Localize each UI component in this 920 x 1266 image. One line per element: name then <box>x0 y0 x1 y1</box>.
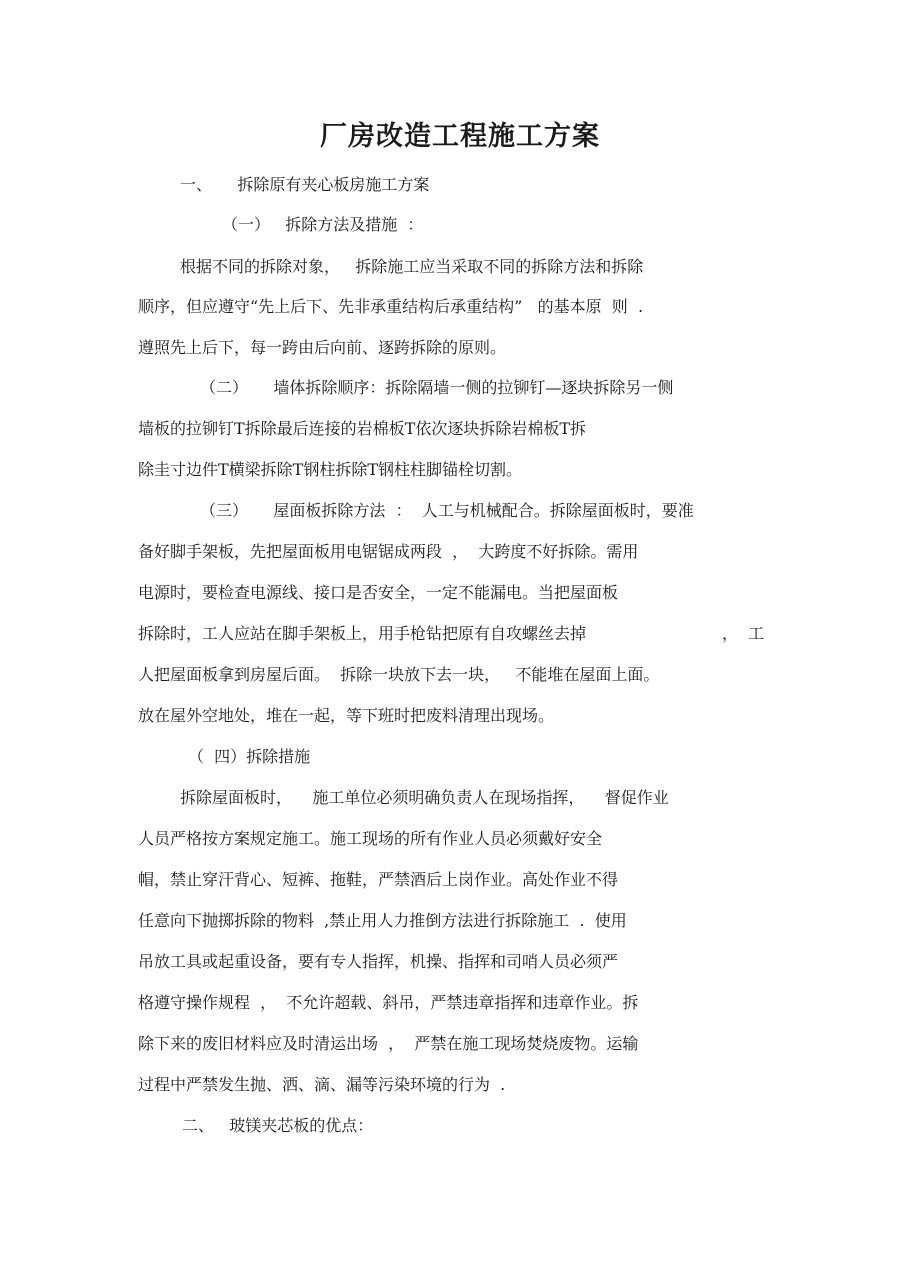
section-heading-2: 二、 玻镁夹芯板的优点： <box>182 1116 374 1135</box>
paragraph-line: 帽，禁止穿汗背心、短裤、拖鞋，严禁酒后上岗作业。高处作业不得 <box>138 870 619 889</box>
paragraph-line: 放在屋外空地处，堆在一起，等下班时把废料清理出现场。 <box>138 706 555 725</box>
paragraph-line-tail: ， 工 <box>722 624 765 643</box>
subsection-heading-1: （一） 拆除方法及措施 ： <box>222 215 424 234</box>
paragraph-line: 墙板的拉铆钉T拆除最后连接的岩棉板T依次逐块拆除岩棉板T拆 <box>138 419 587 438</box>
subsection-heading-3: （三） 屋面板拆除方法 ： 人工与机械配合。拆除屋面板时，要准 <box>200 501 694 520</box>
paragraph-line: 电源时，要检查电源线、接口是否安全，一定不能漏电。当把屋面板 <box>138 583 619 602</box>
subsection-heading-2: （二） 墙体拆除顺序：拆除隔墙一侧的拉铆钉—逐块拆除另一侧 <box>200 378 674 397</box>
paragraph-line: 过程中严禁发生抛、洒、滴、漏等污染环境的行为 . <box>138 1075 506 1094</box>
paragraph-line: 人员严格按方案规定施工。施工现场的所有作业人员必须戴好安全 <box>138 829 603 848</box>
subsection-heading-4: （ 四）拆除措施 <box>188 747 311 766</box>
paragraph-line: 根据不同的拆除对象， 拆除施工应当采取不同的拆除方法和拆除 <box>180 257 644 276</box>
paragraph-line: 拆除时，工人应站在脚手架板上，用手枪钻把原有自攻螺丝去掉 <box>138 624 587 643</box>
paragraph-line: 顺序，但应遵守“先上后下、先非承重结构后承重结构” 的基本原 则 . <box>138 297 644 316</box>
paragraph-line: 除圭寸边件T横梁拆除T钢柱拆除T钢柱柱脚锚栓切割。 <box>138 460 523 479</box>
paragraph-line: 除下来的废旧材料应及时清运出场 ， 严禁在施工现场焚烧废物。运输 <box>138 1034 639 1053</box>
paragraph-line: 拆除屋面板时， 施工单位必须明确负责人在现场指挥， 督促作业 <box>180 788 669 807</box>
paragraph-line: 格遵守操作规程 ， 不允许超载、斜吊，严禁违章指挥和违章作业。拆 <box>138 993 639 1012</box>
paragraph-line: 任意向下抛掷拆除的物料 ,禁止用人力推倒方法进行拆除施工 . 使用 <box>138 911 627 930</box>
paragraph-line: 遵照先上后下，每一跨由后向前、逐跨拆除的原则。 <box>138 338 507 357</box>
section-heading-1: 一、 拆除原有夹心板房施工方案 <box>180 175 430 194</box>
paragraph-line: 人把屋面板拿到房屋后面。 拆除一块放下去一块， 不能堆在屋面上面。 <box>138 665 660 684</box>
document-title: 厂房改造工程施工方案 <box>320 121 600 152</box>
paragraph-line: 吊放工具或起重设备，要有专人指挥，机操、指挥和司哨人员必须严 <box>138 952 619 971</box>
paragraph-line: 备好脚手架板，先把屋面板用电锯锯成两段 ， 大跨度不好拆除。需用 <box>138 542 639 561</box>
